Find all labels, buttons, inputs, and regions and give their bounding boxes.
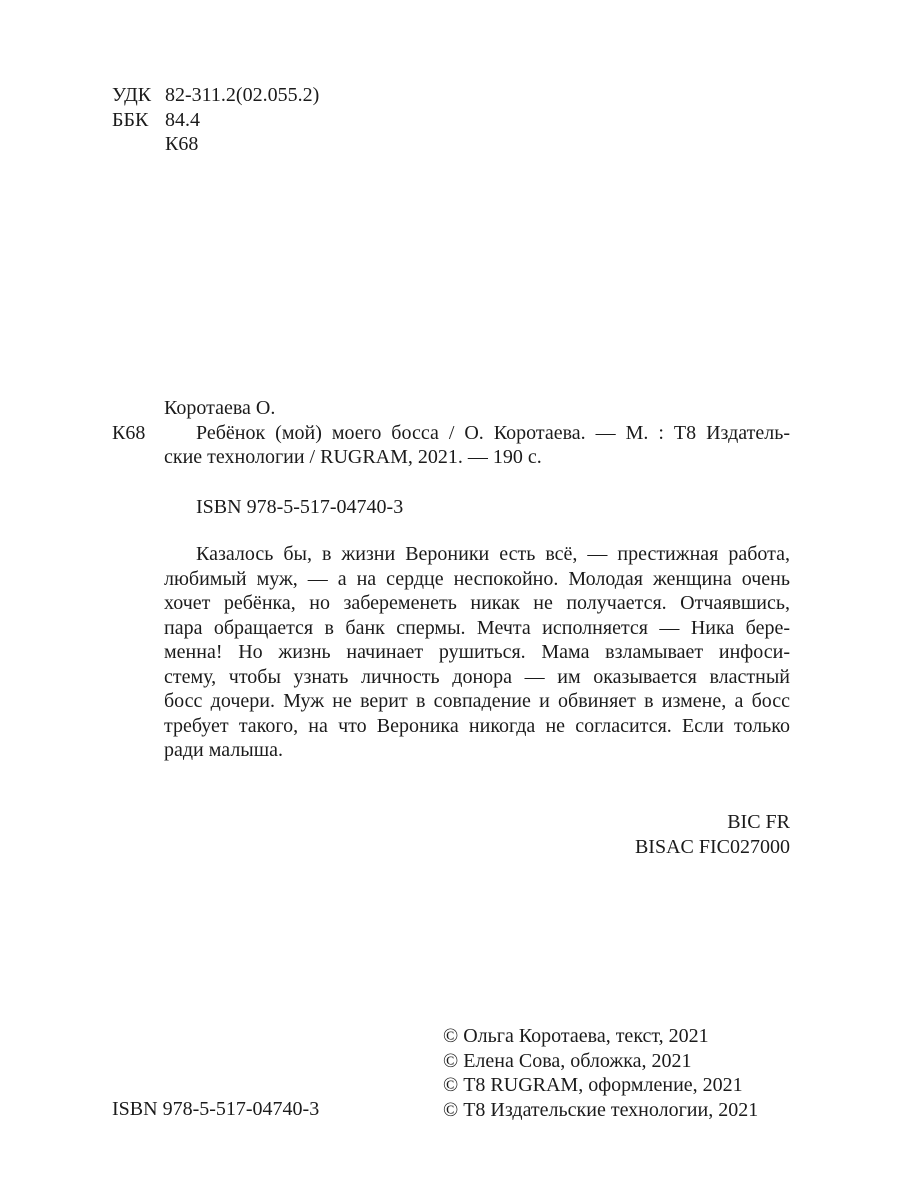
catalog-isbn: ISBN 978-5-517-04740-3 [196,495,404,518]
copyright-line: © Елена Сова, обложка, 2021 [443,1049,692,1072]
footer-isbn: ISBN 978-5-517-04740-3 [112,1098,320,1120]
annotation-line: любимый муж, — а на сердце неспокойно. Молодая женщина очень [164,567,790,590]
udk-row [112,83,319,108]
annotation-line: ради малыша. [164,739,284,761]
catalog-entry-line: ские технологии / RUGRAM, 2021. — 190 с. [164,446,542,468]
copyright-line: © Т8 Издательские технологии, 2021 [443,1098,759,1121]
annotation-line: босс дочери. Муж не верит в совпадение и обвиняет в измене, а босс [164,690,790,712]
annotation-line: стему, чтобы узнать личность донора — им оказывается властный [164,665,790,688]
udk-label: УДК [112,84,152,106]
annotation [164,542,790,763]
catalog-code: К68 [112,421,146,444]
copyright-block [443,1024,758,1122]
header-code-spacer [112,132,165,157]
annotation-line: менна! Но жизнь начинает рушиться. Мама взламывает инфоси- [164,641,790,663]
bic-code: BIC FR [727,811,790,833]
catalog-entry-line: Ребёнок (мой) моего босса / О. Коротаева. — М. : Т8 Издатель- [196,421,790,444]
catalog-entry [112,421,790,470]
bbk-row [112,108,319,133]
bbk-value: 84.4 [165,108,200,131]
annotation-line: хочет ребёнка, но забеременеть никак не получается. Отчаявшись, [164,592,790,614]
bisac-code: BISAC FIC027000 [634,835,790,858]
annotation-line: требует такого, на что Вероника никогда не согласится. Если только [164,714,790,737]
annotation-line: пара обращается в банк спермы. Мечта исполняется — Ника бере- [164,616,790,639]
annotation-line: Казалось бы, в жизни Вероники есть всё, — престижная работа, [196,543,790,565]
copyright-line: © Ольга Коротаева, текст, 2021 [443,1025,709,1047]
classification-block [635,810,790,859]
catalog-card [112,396,790,519]
header-code: К68 [165,133,199,155]
header-code-row [112,132,319,157]
copyright-line: © Т8 RUGRAM, оформление, 2021 [443,1074,743,1096]
catalog-author: Коротаева О. [164,397,276,419]
udk-bbk-block [112,83,319,157]
bbk-label: ББК [112,108,149,131]
udk-value: 82-311.2(02.055.2) [165,84,320,106]
